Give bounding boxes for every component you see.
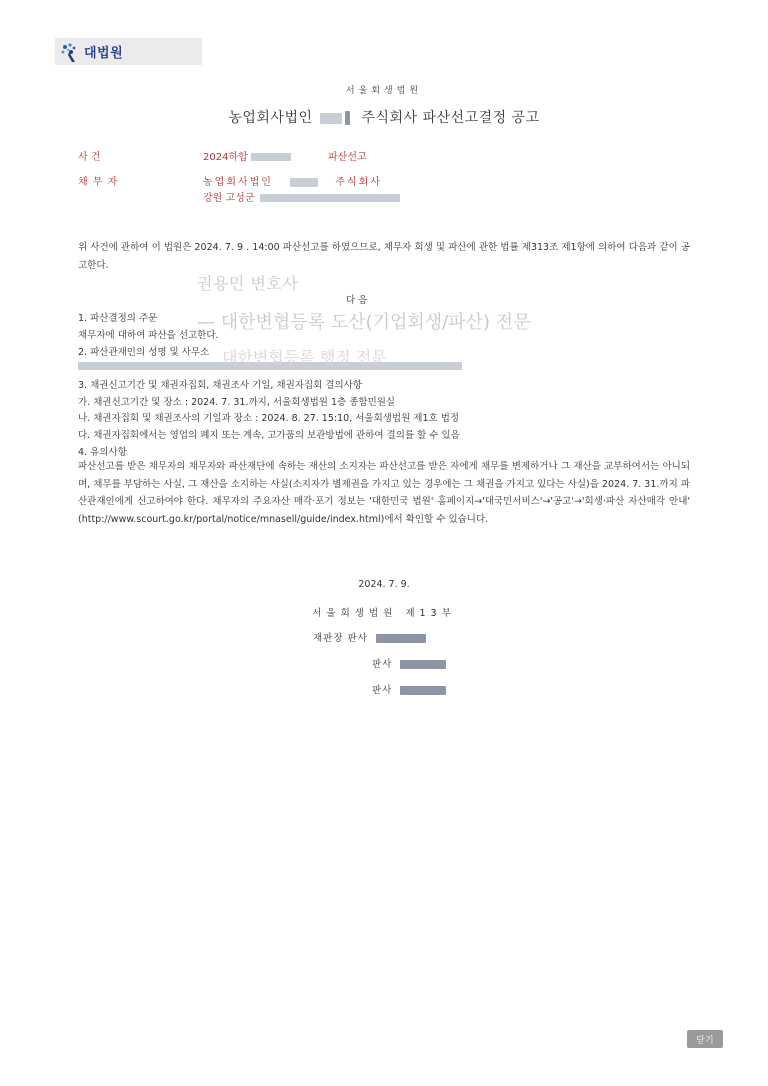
redacted-company-name-mark [345,111,350,125]
court-logo [55,38,202,65]
title-prefix: 농업회사법인 [228,110,313,126]
watermark-line-2: — 대한변협등록 도산(기업회생/파산) 전문 [197,312,531,333]
title-suffix: 주식회사 파산선고결정 공고 [361,110,540,126]
section-1-body: 채무자에 대하여 파산을 선고한다. [78,330,219,341]
case-number-text: 2024하합 [203,152,248,163]
next-heading: 다 음 [346,295,368,306]
section-3-item-b: 나. 채권자집회 및 채권조사의 기일과 장소 : 2024. 8. 27. 15:10, 서울회생법원 제1호 법정 [78,413,460,424]
section-3-item-a: 가. 채권신고기간 및 장소 : 2024. 7. 31.까지, 서울회생법원 1층 종합민원실 [78,397,396,408]
judge-2-label: 판사 [372,659,393,670]
watermark-line-3: 대한변협등록 행정 전문 [222,348,387,367]
case-number [203,148,291,163]
presiding-judge-label: 재판장 판사 [313,633,368,644]
logo-text: 대법원 [84,46,124,61]
case-label: 사 건 [78,152,101,163]
debtor-address-prefix: 강원 고성군 [203,193,255,204]
close-button[interactable]: 닫기 [687,1030,723,1048]
court-name-header: 서울회생법원 [345,86,423,96]
redacted-case-number [251,153,291,161]
intro-paragraph: 위 사건에 관하여 이 법원은 2024. 7. 9 . 14:00 파산선고를 하였으므로, 채무자 회생 및 파산에 관한 법률 제313조 제1항에 의하여 다음과 같이 공고한다. [78,242,690,271]
watermark-line-1: 권용민 변호사 [197,274,299,293]
document-title [0,107,768,127]
redacted-judge-3-name [400,686,446,695]
redacted-debtor-name [290,178,318,187]
debtor-name [203,173,382,188]
section-4-body: 파산선고를 받은 채무자의 채무자와 파산재단에 속하는 재산의 소지자는 파산선고를 받은 자에게 채무를 변제하거나 그 재산을 교부하여서는 아니되며, 채무를 부담하는 사실, 그 재산을 소지하는 사실(소지자가 별제권을 가지고 있는 경우에는 그 채권을 가지고 있다는 사실)을 2024. 7. 31.까지 파산관재인에게 신고하여야 한다. 채무자의 주요자산 매각·포기 정보는 '대한민국 법원' 홈페이지→'대국민서비스'→'공고'→'회생·파산 자산매각 안내' (http://www.scourt.go.kr/portal/notice/mnasell/guide/index.html)에서 확인할 수 있습니다. [78,461,690,525]
presiding-judge [313,630,426,644]
section-1-title: 1. 파산결정의 주문 [78,313,158,324]
section-2-title: 2. 파산관재인의 성명 및 사무소 [78,347,210,358]
judge-2 [372,656,446,670]
court-emblem-icon [59,41,81,63]
section-3-title: 3. 채권신고기간 및 채권자집회, 채권조사 기일, 채권자집회 결의사항 [78,380,363,391]
redacted-debtor-address [260,194,400,202]
judge-3-label: 판사 [372,685,393,696]
notice-date: 2024. 7. 9. [358,579,410,590]
debtor-address [203,189,400,204]
section-4-title: 4. 유의사항 [78,447,127,458]
redacted-presiding-judge-name [376,634,426,643]
court-division: 서울회생법원 제13부 [312,608,456,619]
case-type: 파산선고 [328,152,367,163]
judge-3 [372,682,446,696]
section-3-item-c: 다. 채권자집회에서는 영업의 폐지 또는 계속, 고가품의 보관방법에 관하여 결의를 할 수 있음 [78,430,460,441]
debtor-label: 채 무 자 [78,177,119,188]
redacted-company-name [320,113,342,124]
debtor-name-prefix: 농업회사법인 [203,177,273,188]
debtor-name-suffix: 주식회사 [335,177,382,188]
redacted-judge-2-name [400,660,446,669]
